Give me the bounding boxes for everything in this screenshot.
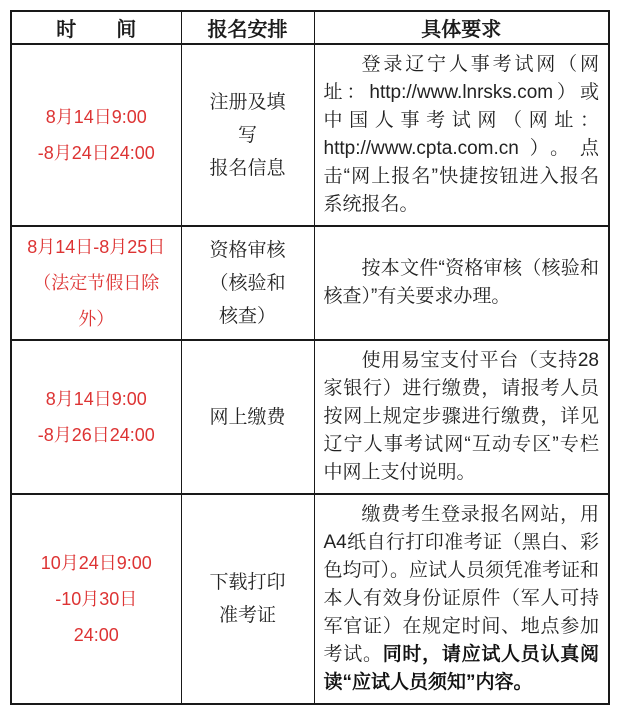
time-line: 8月14日-8月25日 bbox=[27, 237, 166, 257]
header-row bbox=[11, 11, 609, 44]
time-line: 8月14日9:00 bbox=[45, 107, 147, 127]
header-requirements: 具体要求 bbox=[314, 11, 609, 44]
requirement-bold-text: 同时，请应试人员认真阅读“应试人员须知”内容。 bbox=[323, 644, 599, 693]
arrangement-cell bbox=[181, 226, 314, 340]
table-row bbox=[11, 340, 609, 494]
requirement-cell bbox=[314, 494, 609, 704]
requirement-cell bbox=[314, 226, 609, 340]
arrangement-line: （核验和 bbox=[209, 272, 286, 294]
requirement-normal-text: 按本文件“资格审核（核验和核查）”有关要求办理。 bbox=[323, 258, 599, 307]
time-line: 24:00 bbox=[73, 625, 119, 645]
time-cell bbox=[11, 226, 181, 340]
time-cell bbox=[11, 44, 181, 226]
requirement-cell bbox=[314, 44, 609, 226]
arrangement-line: 注册及填 bbox=[209, 91, 286, 113]
arrangement-line: 准考证 bbox=[218, 605, 276, 626]
arrangement-line: 报名信息 bbox=[209, 157, 286, 179]
arrangement-cell bbox=[181, 44, 314, 226]
time-line: 外） bbox=[78, 309, 115, 329]
arrangement-cell bbox=[181, 494, 314, 704]
table-row bbox=[11, 44, 609, 226]
time-cell bbox=[11, 340, 181, 494]
table-row bbox=[11, 494, 609, 704]
arrangement-line: 下载打印 bbox=[209, 572, 286, 593]
time-line: 10月24日9:00 bbox=[40, 553, 152, 573]
arrangement-line: 资格审核 bbox=[209, 239, 286, 261]
header-time: 时 间 bbox=[11, 11, 181, 44]
time-line: -8月24日24:00 bbox=[37, 143, 155, 163]
time-cell bbox=[11, 494, 181, 704]
requirement-text bbox=[324, 255, 600, 311]
time-line: -8月26日24:00 bbox=[37, 425, 155, 445]
time-line: （法定节假日除 bbox=[33, 273, 160, 293]
arrangement-line: 网上缴费 bbox=[209, 406, 286, 428]
requirement-normal-text: 登录辽宁人事考试网（网址：http://www.lnrsks.com）或中国人事考试网（网址：http://www.cpta.com.cn）。点击“网上报名”快捷按钮进入报名系统报名。 bbox=[323, 54, 599, 215]
requirement-normal-text: 缴费考生登录报名网站，用A4纸自行打印准考证（黑白、彩色均可）。应试人员须凭准考证和本人有效身份证原件（军人可持军官证）在规定时间、地点参加考试。 bbox=[323, 504, 600, 665]
header-arrangement: 报名安排 bbox=[181, 11, 314, 44]
time-line: -10月30日 bbox=[55, 589, 138, 609]
requirement-text bbox=[324, 347, 600, 487]
arrangement-cell bbox=[181, 340, 314, 494]
requirement-cell bbox=[314, 340, 609, 494]
requirement-normal-text: 使用易宝支付平台（支持28家银行）进行缴费，请报考人员按网上规定步骤进行缴费，详见辽宁人事考试网“互动专区”专栏中网上支付说明。 bbox=[323, 350, 599, 483]
arrangement-line: 写 bbox=[237, 124, 257, 146]
table-body bbox=[11, 44, 609, 704]
arrangement-line: 核查） bbox=[218, 305, 276, 327]
requirement-text bbox=[324, 501, 600, 697]
time-line: 8月14日9:00 bbox=[45, 389, 147, 409]
table-row bbox=[11, 226, 609, 340]
requirement-text bbox=[324, 51, 600, 219]
exam-schedule-table bbox=[10, 10, 610, 705]
